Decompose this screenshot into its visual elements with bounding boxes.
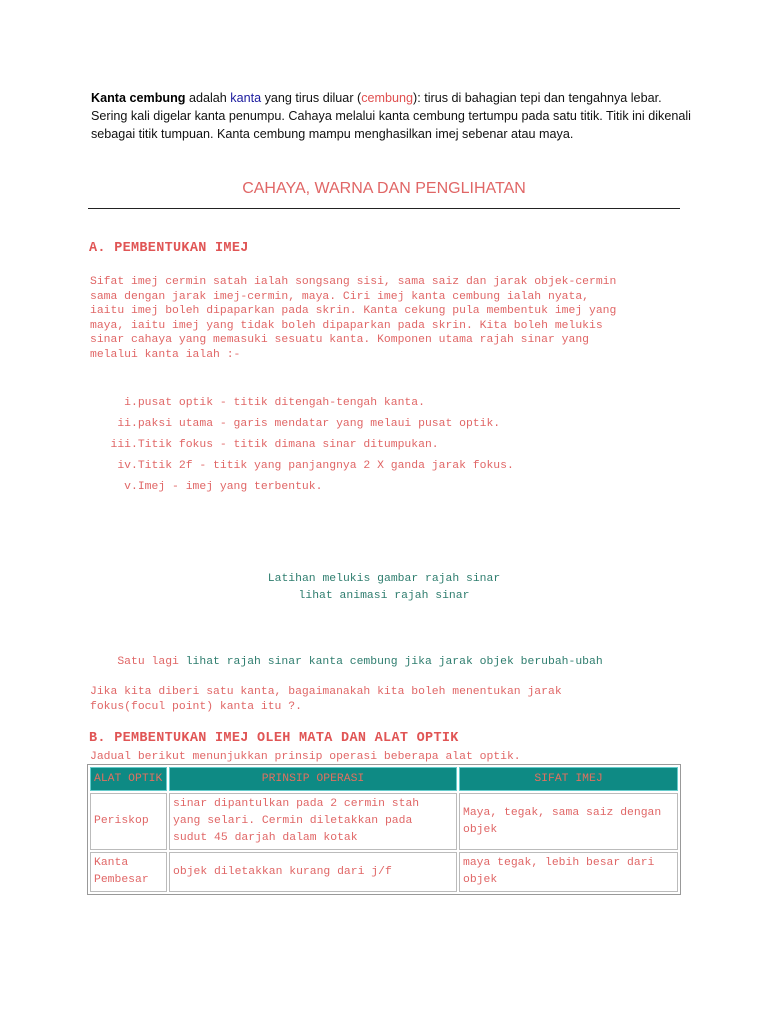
list-item: iv.Titik 2f - titik yang panjangnya 2 X ganda jarak fokus. [90,460,514,472]
list-item: v.Imej - imej yang terbentuk. [90,481,323,493]
intro-text-2: yang tirus diluar ( [261,91,362,105]
table-cell: Kanta Pembesar [90,852,167,892]
table-cell: maya tegak, lebih besar dari objek [459,852,678,892]
animation-link[interactable]: lihat animasi rajah sinar [298,590,470,602]
intro-text-3: ): tirus di bahagian tepi dan tengahnya lebar. Sering kali digelar kanta penumpu. Cahaya melalui kanta cembung tertumpu pada satu titik. Titik ini dikenali sebagai titik tumpuan. Kanta cembung mampu menghasilkan imej sebenar atau maya. [91,91,691,141]
table-cell: Periskop [90,793,167,850]
table-intro: Jadual berikut menunjukkan prinsip operasi beberapa alat optik. [90,751,521,763]
kanta-link[interactable]: kanta [230,91,262,105]
focal-length-question: Jika kita diberi satu kanta, bagaimanakah kita boleh menentukan jarak fokus(focul point) kanta itu ?. [90,686,562,713]
list-item: iii.Titik fokus - titik dimana sinar ditumpukan. [90,439,439,451]
practice-links [88,571,680,605]
table-row [90,852,678,892]
heading-divider [88,208,680,209]
intro-text-1: adalah [185,91,231,105]
more-ray-diagram-line [90,656,710,668]
section-a-title: A. PEMBENTUKAN IMEJ [89,241,249,256]
cembung-link[interactable]: cembung [361,91,414,105]
table-cell: sinar dipantulkan pada 2 cermin stah yang selari. Cermin diletakkan pada sudut 45 darjah dalam kotak [169,793,457,850]
table-cell: objek diletakkan kurang dari j/f [169,852,457,892]
column-header: SIFAT IMEJ [459,767,678,791]
table-header-row [90,767,678,791]
column-header: PRINSIP OPERASI [169,767,457,791]
section-b-title: B. PEMBENTUKAN IMEJ OLEH MATA DAN ALAT OPTIK [89,731,459,746]
table-row [90,793,678,850]
section-a-paragraph: Sifat imej cermin satah ialah songsang sisi, sama saiz dan jarak objek-cermin sama dengan jarak imej-cermin, maya. Ciri imej kanta cembung ialah nyata, iaitu imej boleh dipaparkan pada skrin. Kanta cekung pula membentuk imej yang maya, iaitu imej yang tidak boleh dipaparkan pada skrin. Kita boleh melukis sinar cahaya yang memasuki sesuatu kanta. Komponen utama rajah sinar yang melalui kanta ialah :- [90,276,617,361]
intro-term: Kanta cembung [91,91,186,105]
convex-lens-ray-link[interactable]: lihat rajah sinar kanta cembung jika jarak objek berubah-ubah [185,656,603,668]
list-item: ii.paksi utama - garis mendatar yang melaui pusat optik. [90,418,501,430]
ray-diagram-components-list [90,393,690,498]
practice-drawing-link[interactable]: Latihan melukis gambar rajah sinar [267,573,501,585]
list-item: i.pusat optik - titik ditengah-tengah kanta. [90,397,425,409]
intro-paragraph [91,89,691,143]
more-prefix: Satu lagi [90,656,186,668]
optical-instruments-table [87,764,681,895]
table-cell: Maya, tegak, sama saiz dengan objek [459,793,678,850]
page-heading: CAHAYA, WARNA DAN PENGLIHATAN [242,180,526,197]
column-header: ALAT OPTIK [90,767,167,791]
